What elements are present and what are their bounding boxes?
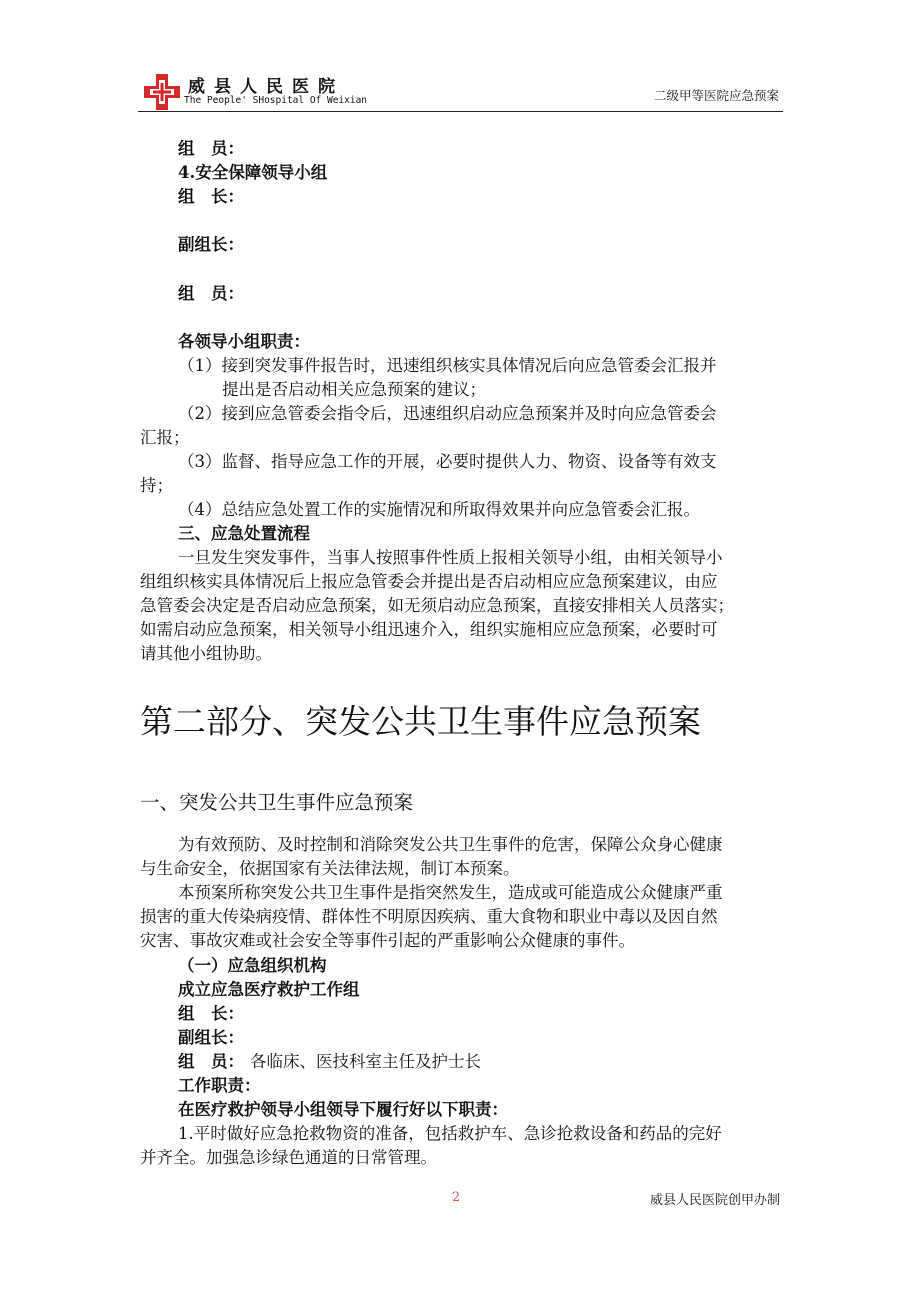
- page-number: 2: [452, 1190, 461, 1205]
- footer-text: 威县人民医院创甲办制: [649, 1193, 780, 1208]
- page-header: [138, 66, 783, 112]
- section-heading: 一、突发公共卫生事件应急预案: [140, 791, 414, 814]
- text-line: 灾害、事故灾难或社会安全等事件引起的严重影响公众健康的事件。: [140, 931, 635, 950]
- text-line: 工作职责：: [178, 1076, 261, 1095]
- text-line: 4.安全保障领导小组: [178, 163, 328, 182]
- text-line: 请其他小组协助。: [140, 644, 272, 663]
- text-line: 提出是否启动相关应急预案的建议；: [222, 380, 486, 399]
- header-title: 二级甲等医院应急预案: [653, 88, 779, 103]
- text-line-label: 组 员：: [178, 1052, 244, 1071]
- subsection-heading: （一）应急组织机构: [178, 956, 327, 975]
- text-line: 在医疗救护领导小组领导下履行好以下职责：: [178, 1100, 508, 1119]
- text-line: 副组长：: [178, 1028, 244, 1047]
- text-line: 损害的重大传染病疫情、群体性不明原因疾病、重大食物和职业中毒以及因自然: [140, 907, 718, 926]
- text-line: （4）总结应急处置工作的实施情况和所取得效果并向应急管委会汇报。: [178, 500, 700, 519]
- text-line: 组 长：: [178, 1004, 244, 1023]
- header-divider: [138, 111, 783, 112]
- text-line: 成立应急医疗救护工作组: [178, 980, 360, 999]
- text-line: （1）接到突发事件报告时，迅速组织核实具体情况后向应急管委会汇报并: [178, 356, 717, 375]
- text-line: 组 员：: [178, 139, 244, 158]
- section-heading: 三、应急处置流程: [178, 524, 310, 543]
- text-line: 与生命安全，依据国家有关法律法规，制订本预案。: [140, 859, 520, 878]
- text-line: 汇报；: [140, 428, 190, 447]
- text-line: 本预案所称突发公共卫生事件是指突然发生，造成或可能造成公众健康严重: [178, 883, 723, 902]
- part-heading: 第二部分、突发公共卫生事件应急预案: [140, 702, 701, 741]
- text-line: 急管委会决定是否启动应急预案，如无须启动应急预案，直接安排相关人员落实；: [140, 596, 734, 615]
- text-line: 如需启动应急预案，相关领导小组迅速介入，组织实施相应应急预案，必要时可: [140, 620, 718, 639]
- text-line: 副组长：: [178, 235, 244, 254]
- red-cross-logo-icon: [142, 72, 182, 112]
- text-line: 持；: [140, 476, 173, 495]
- text-line: 组组织核实具体情况后上报应急管委会并提出是否启动相应应急预案建议，由应: [140, 572, 718, 591]
- hospital-name-cn: 威县人民医院: [188, 77, 344, 97]
- text-line: 并齐全。加强急诊绿色通道的日常管理。: [140, 1148, 437, 1167]
- text-line: 为有效预防、及时控制和消除突发公共卫生事件的危害，保障公众身心健康: [178, 835, 723, 854]
- text-line: （2）接到应急管委会指令后，迅速组织启动应急预案并及时向应急管委会: [178, 404, 717, 423]
- text-line: 组 员：: [178, 284, 244, 303]
- text-line: 组 长：: [178, 187, 244, 206]
- text-line: （3）监督、指导应急工作的开展，必要时提供人力、物资、设备等有效支: [178, 452, 717, 471]
- text-line: 一旦发生突发事件，当事人按照事件性质上报相关领导小组，由相关领导小: [178, 548, 723, 567]
- text-line: 1.平时做好应急抢救物资的准备，包括救护车、急诊抢救设备和药品的完好: [178, 1124, 722, 1143]
- text-line: 各领导小组职责：: [178, 332, 310, 351]
- text-line: 各临床、医技科室主任及护士长: [250, 1052, 481, 1071]
- hospital-name-en: The People' SHospital Of Weixian: [184, 95, 368, 106]
